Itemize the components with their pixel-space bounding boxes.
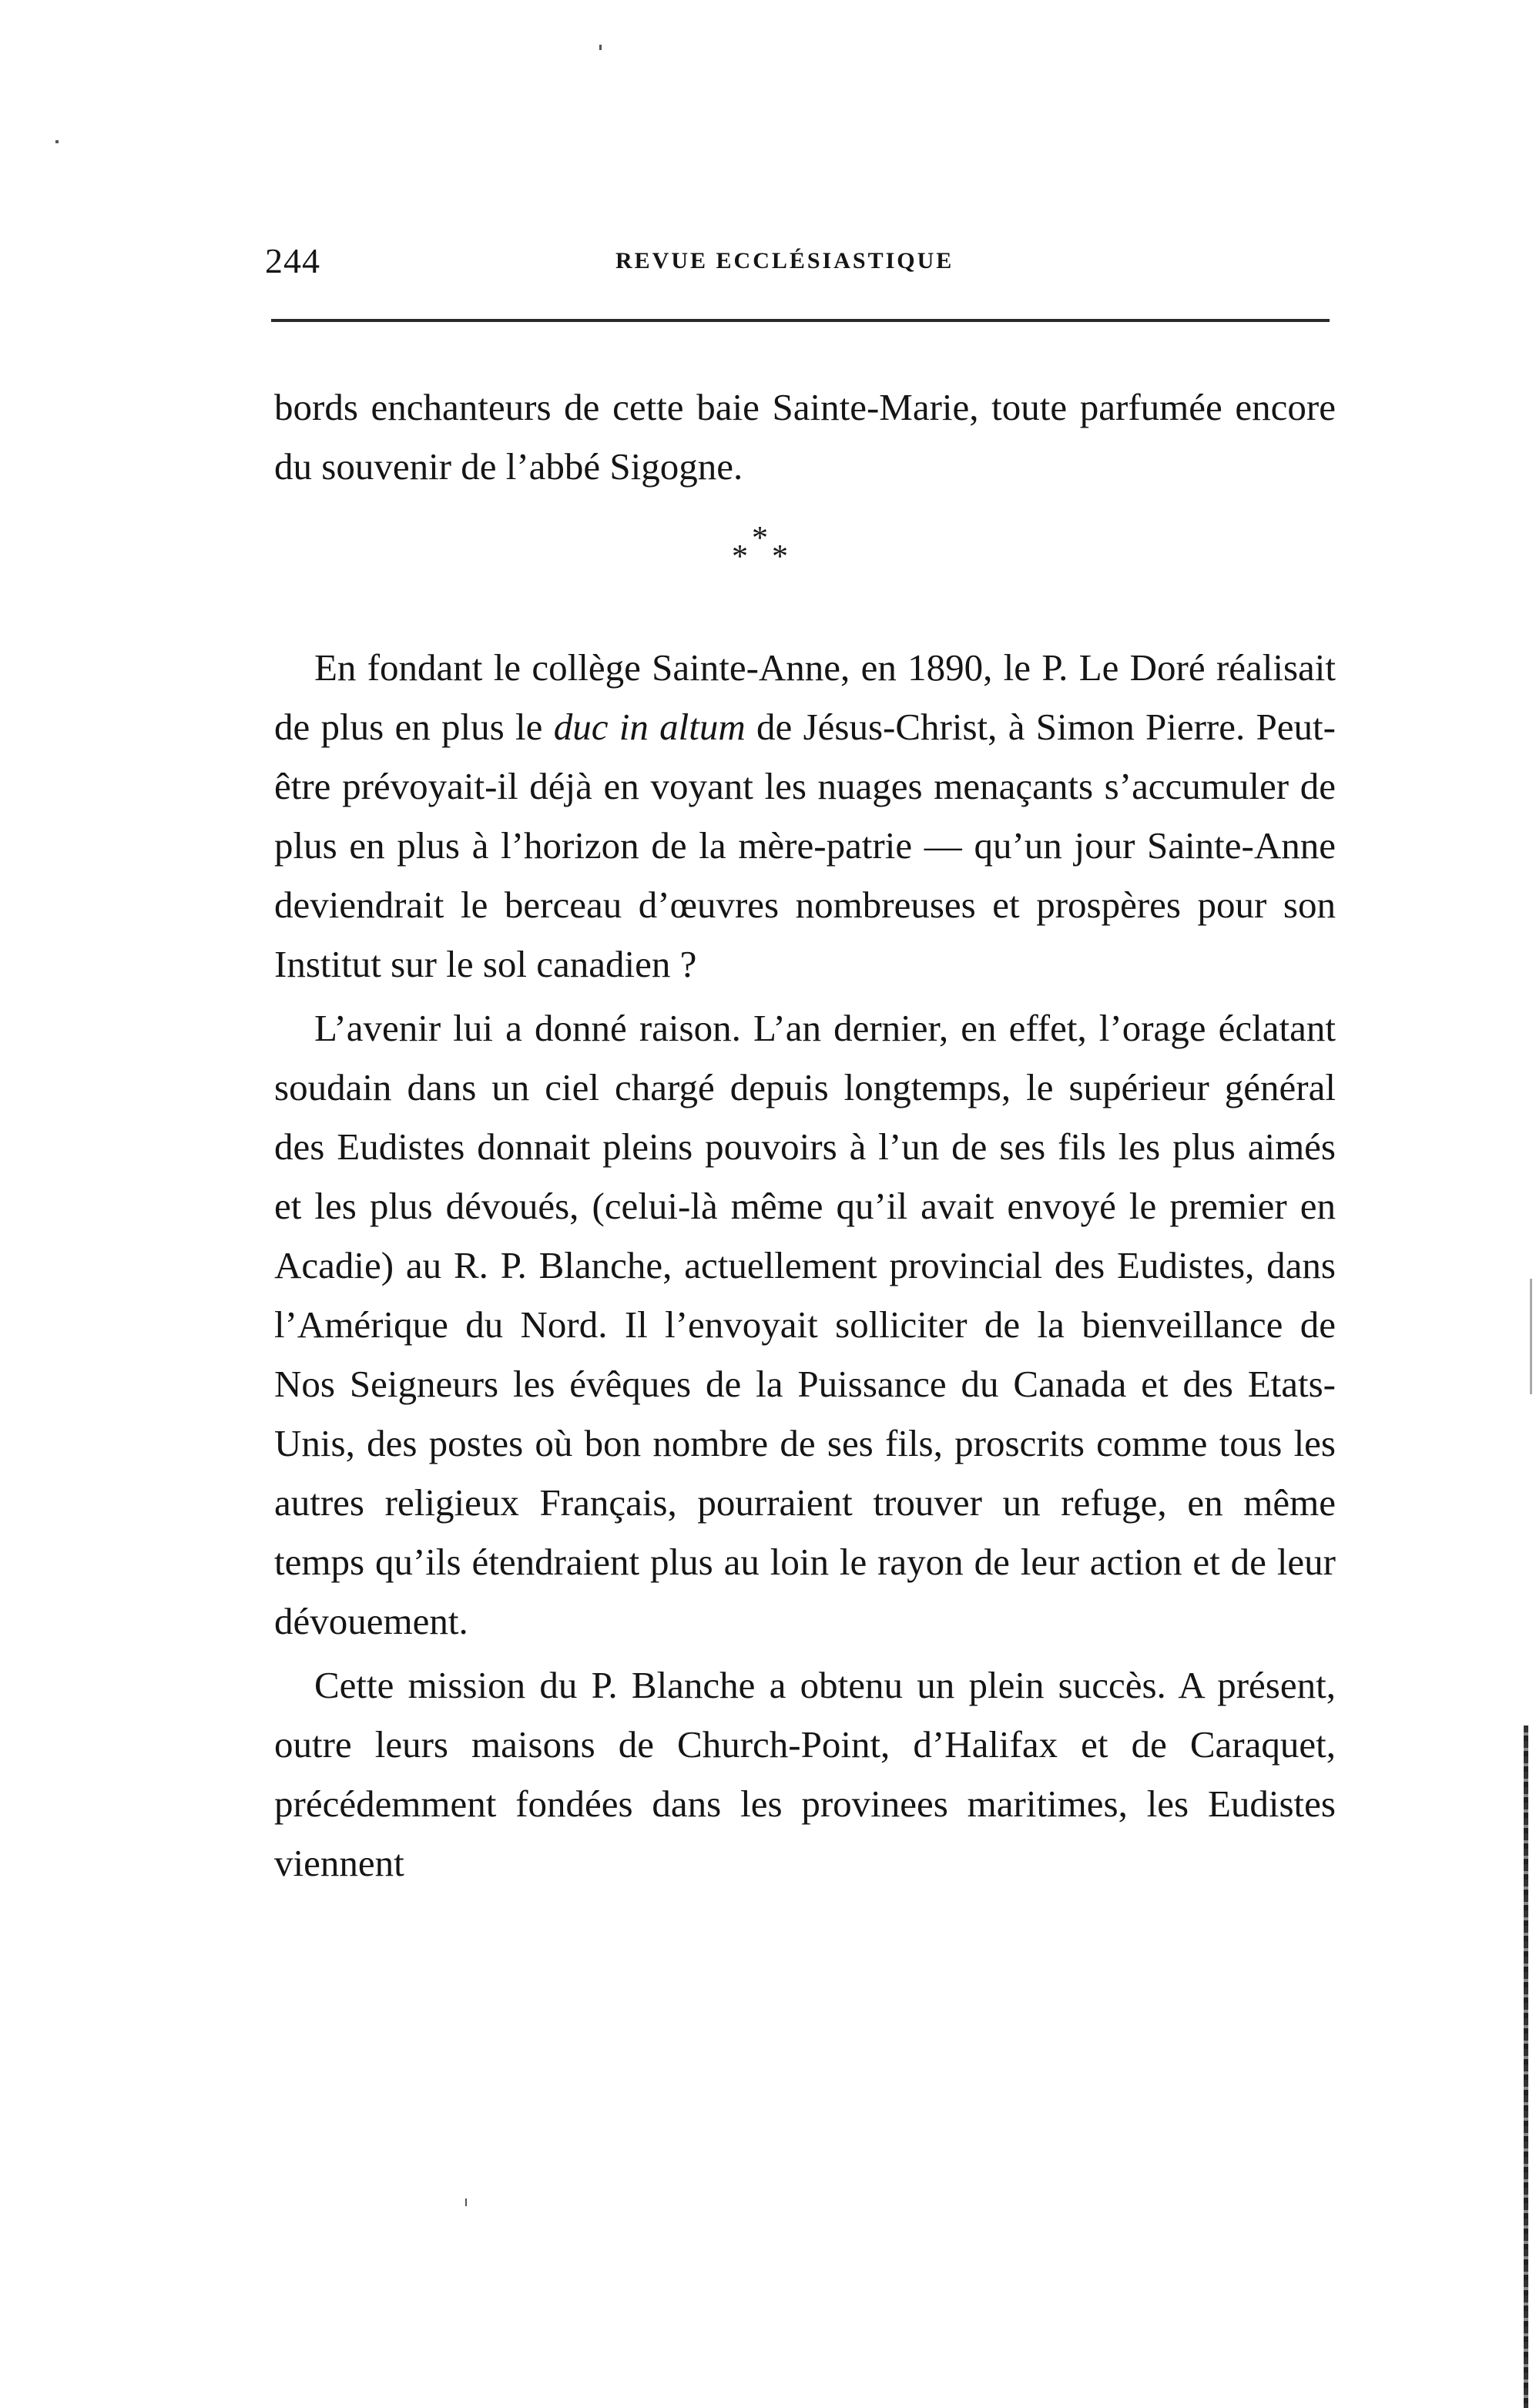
scan-speck bbox=[1530, 1279, 1532, 1394]
running-head: REVUE ECCLÉSIASTIQUE bbox=[615, 248, 954, 273]
scan-speck bbox=[55, 140, 59, 143]
paragraph-continued: bords enchanteurs de cette baie Sainte-Marie, toute parfumée encore du souvenir de l’abbé Sigogne. bbox=[274, 386, 1336, 488]
page-header bbox=[265, 240, 1337, 287]
paragraph-text: de Jésus-Christ, à Simon Pierre. Peut-être prévoyait-il déjà en voyant les nuages menaçants s’accumuler de plus en plus à l’horizon de la mère-patrie — qu’un jour Sainte-Anne deviendrait le berceau d’œuvres nombreuses et prospères pour son Institut sur le sol canadien ? bbox=[274, 706, 1336, 985]
header-rule bbox=[271, 319, 1330, 322]
page-number: 244 bbox=[265, 241, 320, 280]
scan-speck bbox=[465, 2198, 467, 2206]
scan-edge-mark bbox=[1524, 1726, 1528, 2408]
paragraph-text: En fondant le collège Sainte-Anne, en 1890, le P. Le Doré réalisait de plus en plus le bbox=[274, 646, 1336, 748]
paragraph-avenir: L’avenir lui a donné raison. L’an dernier, en effet, l’orage éclatant soudain dans un ciel chargé depuis longtemps, le supérieur général des Eudistes donnait pleins pouvoirs à l’un de ses fils les plus aimés et les plus dévoués, (celui-là même qu’il avait envoyé le premier en Acadie) au R. P. Blanche, actuellement provincial des Eudistes, dans l’Amérique du Nord. Il l’envoyait solliciter de la bienveillance de Nos Seigneurs les évêques de la Puissance du Canada et des Etats-Unis, des postes où bon nombre de ses fils, proscrits comme tous les autres religieux Français, pourraient trouver un refuge, en même temps qu’ils étendraient plus au loin le rayon de leur action et de leur dévouement. bbox=[274, 1007, 1336, 1642]
paragraph-college-sainte-anne bbox=[274, 638, 1336, 994]
latin-phrase: duc in altum bbox=[553, 706, 746, 748]
body-text bbox=[274, 377, 1336, 1893]
asterism-divider bbox=[274, 496, 1336, 638]
paragraph-mission: Cette mission du P. Blanche a obtenu un plein succès. A présent, outre leurs maisons de Church-Point, d’Halifax et de Caraquet, précédemment fondées dans les provinees maritimes, les Eudistes viennent bbox=[274, 1664, 1336, 1884]
asterism-star-right: * bbox=[772, 539, 788, 575]
asterism-star-left: * bbox=[732, 539, 748, 575]
asterism-star-top: * bbox=[752, 521, 768, 556]
scan-speck bbox=[599, 45, 602, 50]
